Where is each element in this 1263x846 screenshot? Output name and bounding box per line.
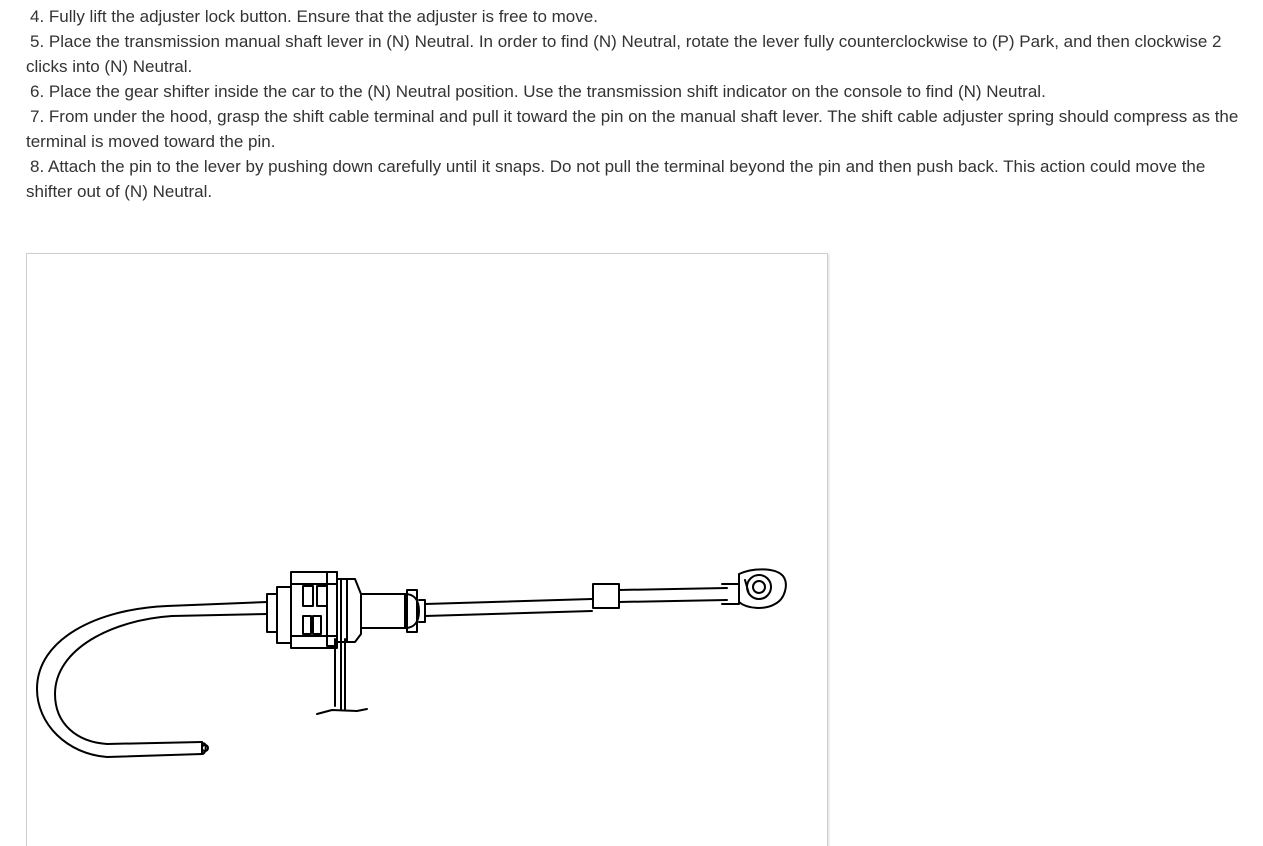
cable-hook-inner [55,614,267,744]
step-6 [26,79,1251,104]
step-text: Attach the pin to the lever by pushing down carefully until it snaps. Do not pull the terminal beyond the pin and then push back. This action could move the shifter out of (N) Neutral. [26,157,1206,201]
step-number: 8. [30,157,45,176]
adjuster-body [267,572,425,648]
shift-cable-diagram-icon [27,254,827,846]
step-5 [26,29,1251,79]
shift-cable-figure [26,253,828,846]
step-text: Fully lift the adjuster lock button. Ensure that the adjuster is free to move. [48,7,598,26]
cable-hook [37,602,267,757]
cable-straight [425,584,727,616]
mounting-stem [317,639,367,714]
step-number: 6. [30,82,45,101]
step-number: 7. [30,107,45,126]
step-text: From under the hood, grasp the shift cable terminal and pull it toward the pin on the manual shaft lever. The shift cable adjuster spring should compress as the terminal is moved toward the pin. [26,107,1239,151]
step-7 [26,104,1251,154]
step-8 [26,154,1251,204]
cable-terminal [722,569,786,608]
step-4 [26,4,1251,29]
step-number: 4. [30,7,45,26]
step-text: Place the gear shifter inside the car to the (N) Neutral position. Use the transmission shift indicator on the console to find (N) Neutral. [48,82,1046,101]
step-number: 5. [30,32,45,51]
step-text: Place the transmission manual shaft lever in (N) Neutral. In order to find (N) Neutral, rotate the lever fully counterclockwise to (P) Park, and then clockwise 2 clicks into (N) Neutral. [26,32,1222,76]
procedure-steps [26,4,1251,204]
